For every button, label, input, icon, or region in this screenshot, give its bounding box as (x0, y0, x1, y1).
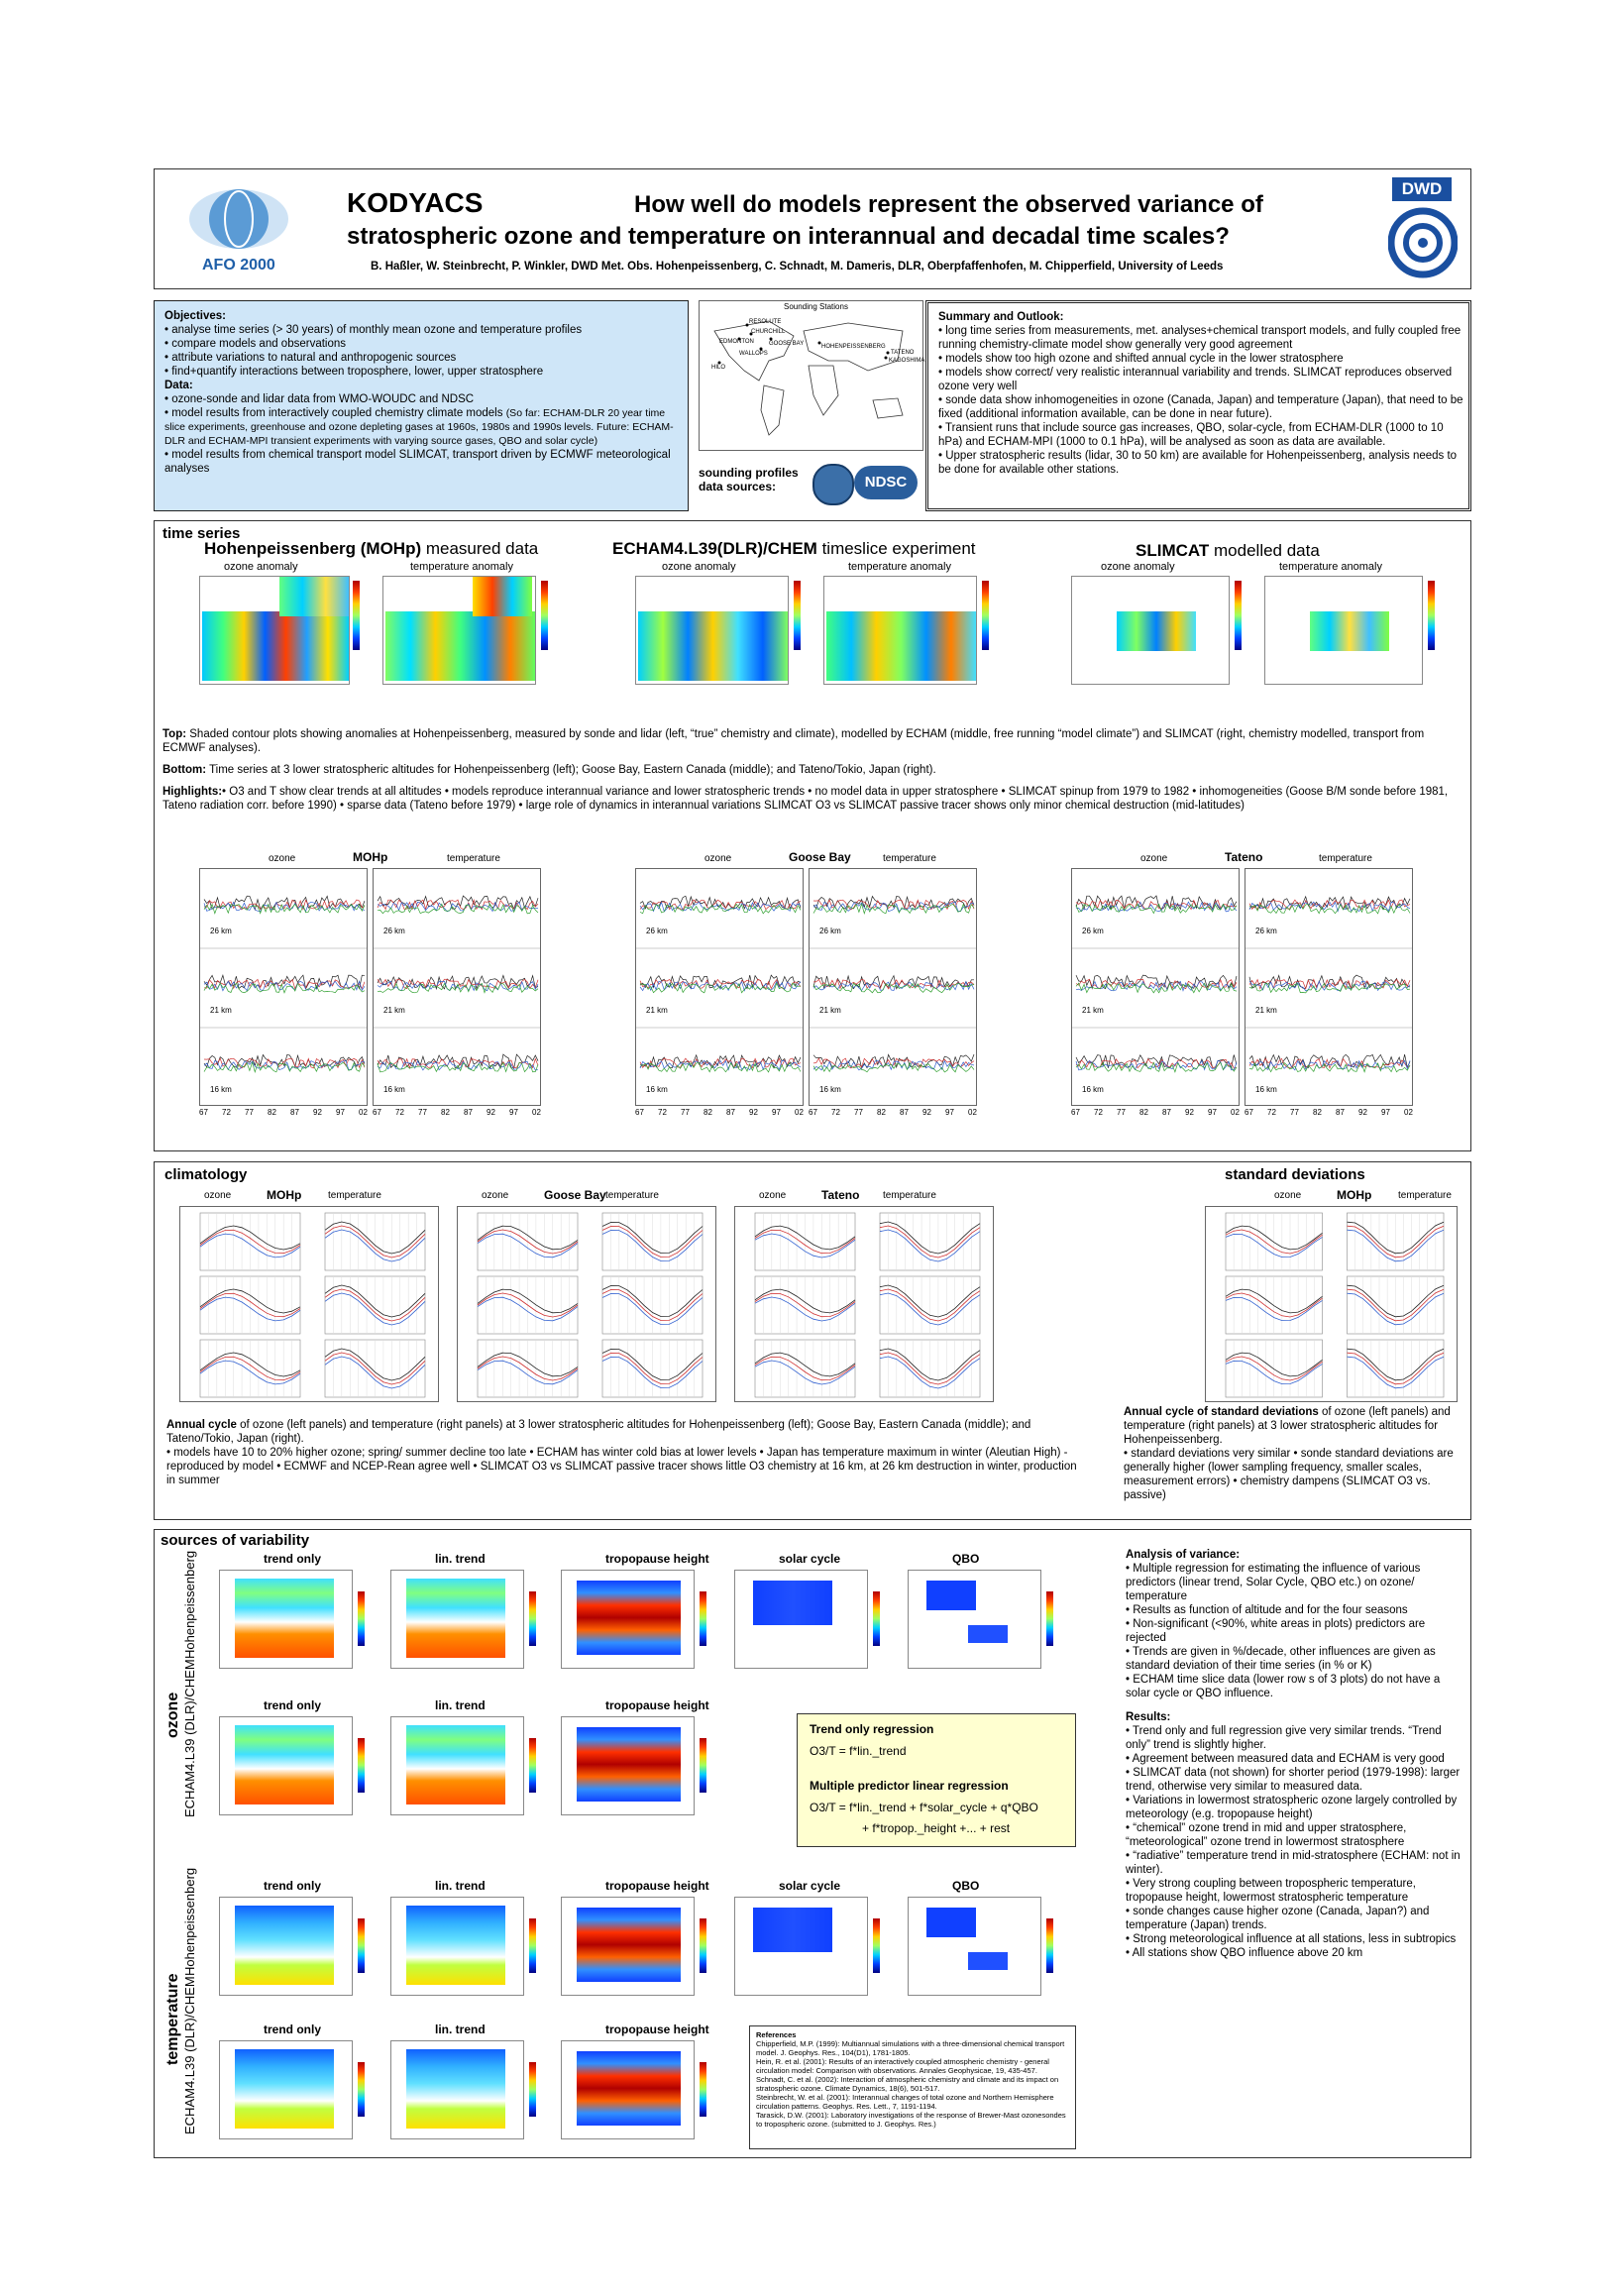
regression-panel (561, 2040, 695, 2139)
variability-col-title: lin. trend (435, 1879, 486, 1893)
ts-anomaly-label: ozone anomaly (224, 561, 298, 573)
header-frame (154, 168, 1471, 289)
variability-col-title: lin. trend (435, 2023, 486, 2036)
summary-item: • models show too high ozone and shifted annual cycle in the lower stratosphere (938, 353, 1344, 365)
regression-panel (734, 1570, 868, 1669)
regression-panel (219, 1897, 353, 1996)
dwd-logo-text: DWD (1392, 177, 1452, 201)
year-tick: 92 (922, 1108, 931, 1117)
year-tick: 82 (268, 1108, 276, 1117)
climatology-title: climatology (164, 1166, 248, 1183)
colorbar (358, 1738, 365, 1793)
regression-title: Multiple predictor linear regression (810, 1779, 1009, 1793)
year-tick: 67 (809, 1108, 817, 1117)
clim-station-name: Tateno (821, 1188, 860, 1202)
year-tick: 92 (749, 1108, 758, 1117)
ts-temperature-panel (1245, 868, 1413, 1106)
variability-col-title: trend only (264, 1552, 322, 1566)
ts-lines (374, 869, 541, 1106)
summary-heading: Summary and Outlook: (938, 311, 1064, 323)
summary-item: • Transient runs that include source gas increases, QBO, solar-cycle, from ECHAM-DLR (1000 to 10 hPa) and ECHAM-MPI (1000 to 0.1 hPa), will be analysed as soon as data are available. (938, 422, 1444, 448)
objective-item: • find+quantify interactions between troposphere, lower, upper stratosphere (164, 366, 544, 378)
year-tick: 97 (336, 1108, 345, 1117)
summary-item: • models show correct/ very realistic interannual variability and trends. SLIMCAT reproduces observed ozone very well (938, 367, 1453, 392)
colorbar (353, 581, 360, 650)
year-tick: 67 (1245, 1108, 1253, 1117)
year-tick: 92 (487, 1108, 495, 1117)
year-tick: 72 (222, 1108, 231, 1117)
ts-caption-bottom: Bottom: Time series at 3 lower stratospheric altitudes for Hohenpeissenberg (left); Goose Bay, Eastern Canada (middle); and Tateno/Tokio, Japan (right). (162, 764, 936, 776)
world-map (700, 301, 925, 450)
data-heading: Data: (164, 380, 193, 391)
colorbar (358, 1591, 365, 1646)
row-label-ozone: ozone (164, 1692, 181, 1738)
year-tick: 77 (245, 1108, 254, 1117)
regression-panel (390, 1716, 524, 1815)
altitude-label: 16 km (646, 1085, 668, 1094)
regression-panel (219, 1716, 353, 1815)
summary-content (938, 310, 1463, 477)
ts-anomaly-label: temperature anomaly (410, 561, 513, 573)
contour-plot-mohp-temperature (382, 576, 536, 685)
ts-temperature-panel (373, 868, 541, 1106)
year-tick: 87 (464, 1108, 473, 1117)
colorbar (982, 581, 989, 650)
variability-col-title: tropopause height (605, 2023, 709, 2036)
clim-ozone-label: ozone (1274, 1190, 1302, 1201)
year-tick: 72 (1267, 1108, 1276, 1117)
variability-section (154, 1529, 1471, 2158)
ts-series-line (1076, 1055, 1237, 1068)
dwd-swirl-icon (1388, 203, 1458, 282)
reference: Steinbrecht, W. et al. (2001): Interannual changes of total ozone and Northern Hemisphere circulation patterns. Geophys. Res. Lett., 7, 1191-1194. (756, 2093, 1054, 2111)
year-tick: 02 (968, 1108, 977, 1117)
year-tick: 72 (395, 1108, 404, 1117)
colorbar (1046, 1918, 1053, 1973)
row-label-echam: ECHAM4.L39 (DLR)/CHEM (182, 1659, 197, 1817)
regression-panel (561, 1716, 695, 1815)
regression-panel (561, 1570, 695, 1669)
colorbar (873, 1591, 880, 1646)
sources-label: sounding profiles data sources: (699, 466, 799, 493)
colorbar (1235, 581, 1242, 650)
row-label-echam: ECHAM4.L39 (DLR)/CHEM (182, 1976, 197, 2134)
colorbar (700, 1738, 706, 1793)
station-label: HILO (711, 365, 726, 371)
ts-caption (162, 727, 1461, 813)
year-tick: 87 (726, 1108, 735, 1117)
colorbar (529, 1591, 536, 1646)
objective-item: • compare models and observations (164, 338, 347, 350)
year-tick: 87 (290, 1108, 299, 1117)
ts-caption-top: Top: Shaded contour plots showing anomalies at Hohenpeissenberg, measured by sonde and lidar (left, “true” chemistry and climate), modelled by ECHAM (middle, free running “model climate”) and SLIMCAT (right, chemistry modelled, transport from ECMWF analyses). (162, 728, 1425, 754)
clim-curves (1206, 1207, 1458, 1402)
year-tick: 92 (1185, 1108, 1194, 1117)
contour-plot-echam-temperature (823, 576, 977, 685)
year-tick: 72 (1094, 1108, 1103, 1117)
climatology-section (154, 1161, 1471, 1520)
ts-temperature-label: temperature (1319, 853, 1372, 864)
ts-ozone-label: ozone (1140, 853, 1168, 864)
year-tick: 02 (1231, 1108, 1240, 1117)
timeseries-section (154, 520, 1471, 1151)
variability-col-title: lin. trend (435, 1552, 486, 1566)
ts-temperature-label: temperature (883, 853, 936, 864)
clim-ozone-label: ozone (482, 1190, 509, 1201)
reference: Chipperfield, M.P. (1999): Multiannual simulations with a three-dimensional chemical transport model. J. Geophys. Res., 104(D1), 1781-1805. (756, 2039, 1065, 2057)
altitude-label: 21 km (646, 1006, 668, 1015)
stddev-title: standard deviations (1225, 1166, 1365, 1183)
acronym: KODYACS (347, 187, 484, 218)
summary-item: • sonde data show inhomogeneities in ozone (Canada, Japan) and temperature (Japan), that need to be fixed (additional information available, can be done in near future). (938, 394, 1463, 420)
afo-logo-text: AFO 2000 (202, 257, 275, 273)
ts-group-title: ECHAM4.L39(DLR)/CHEM timeslice experiment (612, 539, 976, 558)
analysis-text: Analysis of variance: • Multiple regression for estimating the influence of various predictors (linear trend, Solar Cycle, QBO etc.) on ozone/ temperature • Results as function of altitude and for the four seasons • Non-significant (<90%, white areas in plots) predictors are rejected • Trends are given in %/decade, other influences are given as standard deviation of their time series (in % or K) • ECHAM time slice data (lower row s of 3 plots) do not have a solar cycle or QBO influence. Results: • Trend only and full regression give very similar trends. “Trend only” trend is slightly higher. • Agreement between measured data and ECHAM is very good • SLIMCAT data (not shown) for shorter period (1979-1998): larger trend, otherwise very similar to measured data. • Variations in lowermost stratospheric ozone largely controlled by meteorology (e.g. tropopause height) • “chemical” ozone trend in mid and upper stratosphere, “meteorological” ozone trend in lowermost stratosphere • “radiative” temperature trend in mid-stratosphere (ECHAM: not in winter). • Very strong coupling between tropospheric temperature, tropopause height, lowermost stratospheric temperature • sonde changes cause higher ozone (Canada, Japan?) and temperature (Japan) trends. • Strong meteorological influence at all stations, less in subtropics • All stations show QBO influence above 20 km (1126, 1549, 1461, 1959)
year-axis (199, 1108, 368, 1117)
objective-item: • analyse time series (> 30 years) of monthly mean ozone and temperature profiles (164, 324, 583, 336)
ts-series-line (204, 902, 365, 911)
row-label-hohen: Hohenpeissenberg (182, 1867, 197, 1976)
dwd-logo (1388, 177, 1458, 282)
colorbar (358, 1918, 365, 1973)
contour-plot-slimcat-ozone (1071, 576, 1230, 685)
authors: B. Haßler, W. Steinbrecht, P. Winkler, DWD Met. Obs. Hohenpeissenberg, C. Schnadt, M. Dameris, DLR, Oberpfaffenhofen, M. Chipperfield, University of Leeds (371, 261, 1224, 273)
ts-lines (810, 869, 977, 1106)
clim-panel (1205, 1206, 1458, 1402)
altitude-label: 26 km (210, 927, 232, 935)
ts-ozone-panel (199, 868, 368, 1106)
altitude-label: 16 km (819, 1085, 841, 1094)
clim-panel (179, 1206, 439, 1402)
year-axis (809, 1108, 977, 1117)
colorbar (529, 1918, 536, 1973)
altitude-label: 21 km (210, 1006, 232, 1015)
ts-station-name: Goose Bay (789, 850, 851, 864)
altitude-label: 16 km (1082, 1085, 1104, 1094)
year-axis (1071, 1108, 1240, 1117)
year-tick: 72 (831, 1108, 840, 1117)
year-tick: 97 (1381, 1108, 1390, 1117)
ts-group-title: Hohenpeissenberg (MOHp) measured data (204, 539, 539, 558)
altitude-label: 26 km (1082, 927, 1104, 935)
year-tick: 72 (658, 1108, 667, 1117)
year-tick: 82 (877, 1108, 886, 1117)
woudc-logo (812, 464, 854, 505)
variability-col-title: QBO (952, 1552, 980, 1566)
regression-panel (734, 1897, 868, 1996)
year-tick: 67 (635, 1108, 644, 1117)
variability-col-title: trend only (264, 1698, 322, 1712)
reference: Tarasick, D.W. (2001): Laboratory investigations of the response of Brewer-Mast ozonesondes to tropospheric ozone. (submitted to J. Geophys. Res.) (756, 2111, 1066, 2129)
ts-series-line (1076, 1060, 1237, 1070)
colorbar (358, 2062, 365, 2117)
year-tick: 77 (1117, 1108, 1126, 1117)
station-map (699, 300, 923, 451)
year-tick: 97 (509, 1108, 518, 1117)
variability-col-title: trend only (264, 1879, 322, 1893)
ts-group-title: SLIMCAT modelled data (1136, 541, 1320, 560)
year-tick: 87 (1162, 1108, 1171, 1117)
year-tick: 67 (373, 1108, 381, 1117)
clim-station-name: Goose Bay (544, 1188, 606, 1202)
year-tick: 77 (681, 1108, 690, 1117)
station-label: KAGOSHIMA (889, 358, 925, 364)
ts-anomaly-label: ozone anomaly (662, 561, 736, 573)
colorbar (700, 1918, 706, 1973)
summary-box (925, 300, 1471, 511)
clim-ozone-label: ozone (204, 1190, 232, 1201)
altitude-label: 26 km (646, 927, 668, 935)
colorbar (1046, 1591, 1053, 1646)
data-item: • ozone-sonde and lidar data from WMO-WOUDC and NDSC (164, 393, 475, 405)
clim-curves (735, 1207, 994, 1402)
data-item: • model results from chemical transport model SLIMCAT, transport driven by ECMWF meteorological analyses (164, 449, 671, 475)
colorbar (873, 1918, 880, 1973)
afo-logo (184, 185, 293, 274)
row-label-temperature: temperature (164, 1973, 181, 2065)
data-item: • model results from interactively coupled chemistry climate models (So far: ECHAM-DLR 20 year time slice experiments, greenhouse and ozone depleting gases at 1960s, 1980s and 1990s levels. Future: ECHAM-DLR and ECHAM-MPI transient experiments with varying source gases, QBO and solar cycle) (164, 407, 674, 447)
variability-col-title: trend only (264, 2023, 322, 2036)
year-tick: 87 (1336, 1108, 1345, 1117)
altitude-label: 16 km (210, 1085, 232, 1094)
altitude-label: 21 km (1255, 1006, 1277, 1015)
year-tick: 82 (1313, 1108, 1322, 1117)
objectives-content (164, 309, 680, 476)
title-line1: How well do models represent the observed variance of (634, 191, 1263, 218)
altitude-label: 26 km (383, 927, 405, 935)
clim-temperature-label: temperature (883, 1190, 936, 1201)
station-label: EDMONTON (719, 339, 754, 345)
clim-panel (734, 1206, 994, 1402)
year-tick: 92 (313, 1108, 322, 1117)
colorbar (794, 581, 801, 650)
station-label: HOHENPEISSENBERG (821, 344, 886, 350)
year-tick: 97 (1208, 1108, 1217, 1117)
summary-item: • long time series from measurements, met. analyses+chemical transport models, and fully coupled free running chemistry-climate model show generally very good agreement (938, 325, 1462, 351)
colorbar (700, 2062, 706, 2117)
station-label: WALLOPS (739, 351, 768, 357)
regression-panel (561, 1897, 695, 1996)
regression-panel (390, 1897, 524, 1996)
station-label: GOOSE BAY (769, 341, 805, 347)
ts-lines (1245, 869, 1413, 1106)
ts-lines (636, 869, 804, 1106)
variability-col-title: tropopause height (605, 1879, 709, 1893)
regression-eq: + f*tropop._height +... + rest (862, 1821, 1011, 1835)
ts-series-line (378, 900, 538, 910)
regression-panel (390, 2040, 524, 2139)
ts-ozone-panel (1071, 868, 1240, 1106)
year-axis (635, 1108, 804, 1117)
clim-temperature-label: temperature (1398, 1190, 1452, 1201)
colorbar (541, 581, 548, 650)
clim-curves (458, 1207, 716, 1402)
variability-col-title: tropopause height (605, 1552, 709, 1566)
regression-panel (219, 2040, 353, 2139)
variability-col-title: solar cycle (779, 1552, 841, 1566)
regression-eq: O3/T = f*lin._trend + f*solar_cycle + q*QBO (810, 1801, 1038, 1814)
year-tick: 82 (1139, 1108, 1148, 1117)
year-tick: 87 (900, 1108, 909, 1117)
ts-anomaly-label: temperature anomaly (848, 561, 951, 573)
stddev-caption: Annual cycle of standard deviations of ozone (left panels) and temperature (right panels) at 3 lower stratospheric altitudes for Hohenpeissenberg. • standard deviations very similar • sonde standard deviations are generally higher (lower sampling frequency, smaller scales, measurement errors) • chemistry dampens (SLIMCAT O3 vs. passive) (1124, 1406, 1454, 1501)
map-title: Sounding Stations (784, 302, 848, 311)
regression-title: Trend only regression (810, 1722, 934, 1736)
ts-ozone-label: ozone (704, 853, 732, 864)
regression-panel (908, 1897, 1041, 1996)
clim-curves (180, 1207, 439, 1402)
row-label-hohen: Hohenpeissenberg (182, 1550, 197, 1659)
clim-station-name: MOHp (1337, 1188, 1372, 1202)
regression-eq: O3/T = f*lin._trend (810, 1744, 907, 1758)
altitude-label: 26 km (819, 927, 841, 935)
summary-item: • Upper stratospheric results (lidar, 30 to 50 km) are available for Hohenpeissenberg, analysis needs to be done for available other stations. (938, 450, 1458, 476)
year-tick: 97 (772, 1108, 781, 1117)
ndsc-logo: NDSC (854, 466, 918, 499)
ts-anomaly-label: temperature anomaly (1279, 561, 1382, 573)
year-tick: 97 (945, 1108, 954, 1117)
ts-highlights: Highlights:• O3 and T show clear trends at all altitudes • models reproduce interannual variance and lower stratospheric trends • no model data in upper stratosphere • SLIMCAT spinup from 1979 to 1982 • inhomogeneities (Goose B/M sonde before 1981, Tateno radiation corr. before 1990) • sparse data (Tateno before 1979) • large role of dynamics in interannual variations SLIMCAT O3 vs SLIMCAT passive tracer shows only minor chemical destruction (mid-latitudes) (162, 786, 1449, 812)
year-tick: 82 (704, 1108, 712, 1117)
reference: Schnadt, C. et al. (2002): Interaction of atmospheric chemistry and climate and its impact on stratospheric ozone. Climate Dynamics, 18(6), 501-517. (756, 2075, 1059, 2093)
ts-anomaly-label: ozone anomaly (1101, 561, 1175, 573)
globe-icon (184, 185, 293, 255)
ts-ozone-label: ozone (269, 853, 296, 864)
year-axis (1245, 1108, 1413, 1117)
regression-panel (908, 1570, 1041, 1669)
colorbar (700, 1591, 706, 1646)
objective-item: • attribute variations to natural and anthropogenic sources (164, 352, 457, 364)
climatology-caption: Annual cycle of ozone (left panels) and temperature (right panels) at 3 lower stratospheric altitudes for Hohenpeissenberg (left); Goose Bay, Eastern Canada (middle); and Tateno/Tokio, Japan (right). • models have 10 to 20% higher ozone; spring/ summer decline too late • ECHAM has winter cold bias at lower levels • Japan has temperature maximum in winter (Aleutian High) - reproduced by model • ECMWF and NCEP-Rean agree well • SLIMCAT O3 vs SLIMCAT passive tracer shows little O3 chemistry at 16 km, at 26 km destruction in winter, production in summer (166, 1419, 1077, 1486)
station-label: RESOLUTE (749, 319, 782, 325)
colorbar (1428, 581, 1435, 650)
year-tick: 67 (199, 1108, 208, 1117)
clim-station-name: MOHp (267, 1188, 302, 1202)
year-axis (373, 1108, 541, 1117)
year-tick: 77 (418, 1108, 427, 1117)
year-tick: 02 (795, 1108, 804, 1117)
station-label: CHURCHILL (751, 329, 786, 335)
references-box: References Chipperfield, M.P. (1999): Multiannual simulations with a three-dimensional chemical transport model. J. Geophys. Res., 104(D1), 1781-1805. Hein, R. et al. (2001): Results of an interactively coupled atmospheric chemistry - general circulation model: Comparison with observations. Annales Geophysicae, 19, 435-457. Schnadt, C. et al. (2002): Interaction of atmospheric chemistry and climate and its impact on stratospheric ozone. Climate Dynamics, 18(6), 501-517. Steinbrecht, W. et al. (2001): Interannual changes of total ozone and Northern Hemisphere circulation patterns. Geophys. Res. Lett., 7, 1191-1194. Tarasick, D.W. (2001): Laboratory investigations of the response of Brewer-Mast ozonesondes to tropospheric ozone. (submitted to J. Geophys. Res.) (749, 2025, 1076, 2149)
objectives-box (154, 300, 689, 511)
ts-series-line (813, 1063, 974, 1072)
altitude-label: 21 km (1082, 1006, 1104, 1015)
clim-temperature-label: temperature (328, 1190, 381, 1201)
contour-plot-mohp-ozone (199, 576, 350, 685)
contour-plot-echam-ozone (635, 576, 789, 685)
ts-series-line (1249, 983, 1410, 993)
ts-station-name: MOHp (353, 850, 388, 864)
altitude-label: 21 km (819, 1006, 841, 1015)
reference: Hein, R. et al. (2001): Results of an interactively coupled atmospheric chemistry - general circulation model: Comparison with observations. Annales Geophysicae, 19, 435-457. (756, 2057, 1049, 2075)
variability-col-title: QBO (952, 1879, 980, 1893)
clim-temperature-label: temperature (605, 1190, 659, 1201)
regression-panel (390, 1570, 524, 1669)
objectives-heading: Objectives: (164, 310, 226, 322)
year-tick: 77 (1290, 1108, 1299, 1117)
altitude-label: 16 km (383, 1085, 405, 1094)
altitude-label: 26 km (1255, 927, 1277, 935)
year-tick: 77 (854, 1108, 863, 1117)
year-tick: 67 (1071, 1108, 1080, 1117)
year-tick: 92 (1358, 1108, 1367, 1117)
variability-col-title: lin. trend (435, 1698, 486, 1712)
variability-col-title: solar cycle (779, 1879, 841, 1893)
year-tick: 02 (532, 1108, 541, 1117)
timeseries-title: time series (162, 525, 241, 542)
ts-ozone-panel (635, 868, 804, 1106)
year-tick: 82 (441, 1108, 450, 1117)
regression-panel (219, 1570, 353, 1669)
variability-title: sources of variability (161, 1532, 310, 1549)
variability-col-title: tropopause height (605, 1698, 709, 1712)
data-item-note: (So far: ECHAM-DLR 20 year time slice experiments, greenhouse and ozone depleting gases at 1960s, 1980s and 1990s levels. Future: ECHAM-DLR and ECHAM-MPI transient experiments with varying source gases, QBO and solar cycle) (164, 407, 674, 447)
station-label: TATENO (891, 350, 915, 356)
ts-temperature-label: temperature (447, 853, 500, 864)
regression-box (797, 1713, 1076, 1847)
year-tick: 02 (1404, 1108, 1413, 1117)
contour-plot-slimcat-temperature (1264, 576, 1423, 685)
ts-station-name: Tateno (1225, 850, 1263, 864)
title-line2: stratospheric ozone and temperature on interannual and decadal time scales? (347, 223, 1230, 250)
clim-ozone-label: ozone (759, 1190, 787, 1201)
ts-temperature-panel (809, 868, 977, 1106)
ts-lines (200, 869, 368, 1106)
year-tick: 02 (359, 1108, 368, 1117)
colorbar (529, 2062, 536, 2117)
ts-lines (1072, 869, 1240, 1106)
altitude-label: 21 km (383, 1006, 405, 1015)
clim-panel (457, 1206, 716, 1402)
ts-series-line (1076, 979, 1237, 988)
altitude-label: 16 km (1255, 1085, 1277, 1094)
colorbar (529, 1738, 536, 1793)
